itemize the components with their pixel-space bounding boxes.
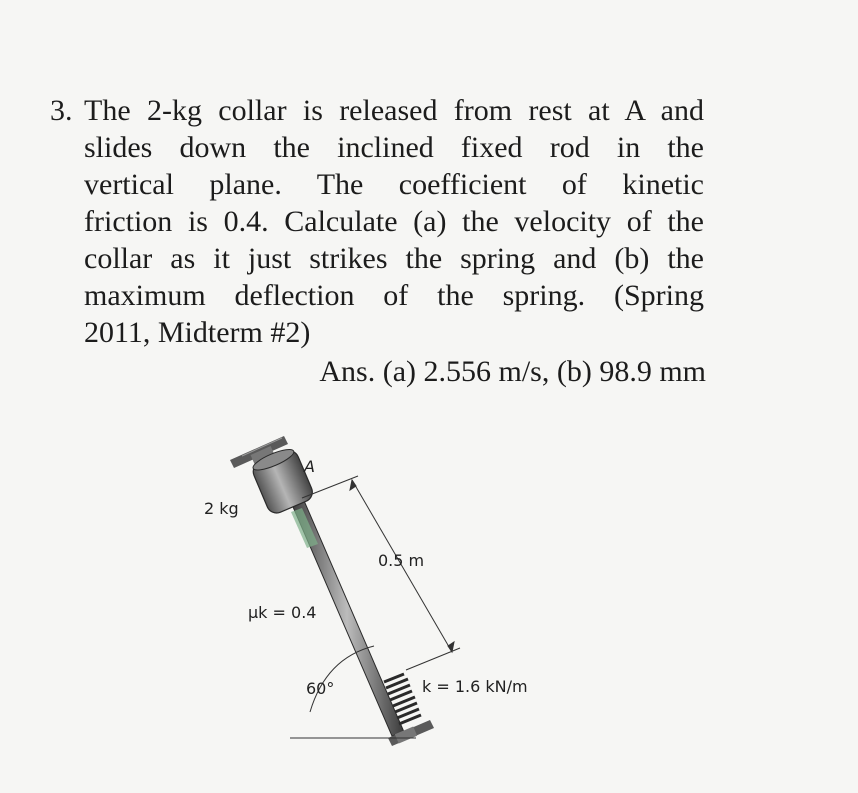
- problem-line-6: maximum deflection of the spring. (Spring: [84, 279, 704, 312]
- answer-line: Ans. (a) 2.556 m/s, (b) 98.9 mm: [319, 355, 706, 388]
- figure-drawing: [190, 420, 610, 780]
- angle-label: 60°: [306, 679, 335, 698]
- problem-line-5: collar as it just strikes the spring and (b) the: [84, 242, 704, 275]
- problem-number: 3.: [50, 94, 73, 127]
- problem-line-7: 2011, Midterm #2): [84, 316, 311, 349]
- problem-line-2: slides down the inclined fixed rod in the: [84, 131, 704, 164]
- problem-line-3: vertical plane. The coefficient of kinetic: [84, 168, 704, 201]
- mass-label: 2 kg: [204, 499, 239, 518]
- problem-line-4: friction is 0.4. Calculate (a) the velocity of the: [84, 205, 704, 238]
- point-a-label: A: [304, 457, 315, 476]
- spring-constant-label: k = 1.6 kN/m: [422, 677, 528, 696]
- collar-spring-figure: [190, 420, 610, 780]
- problem-line-1: The 2-kg collar is released from rest at A and: [84, 94, 704, 127]
- distance-label: 0.5 m: [378, 551, 425, 570]
- friction-label: μk = 0.4: [248, 603, 317, 622]
